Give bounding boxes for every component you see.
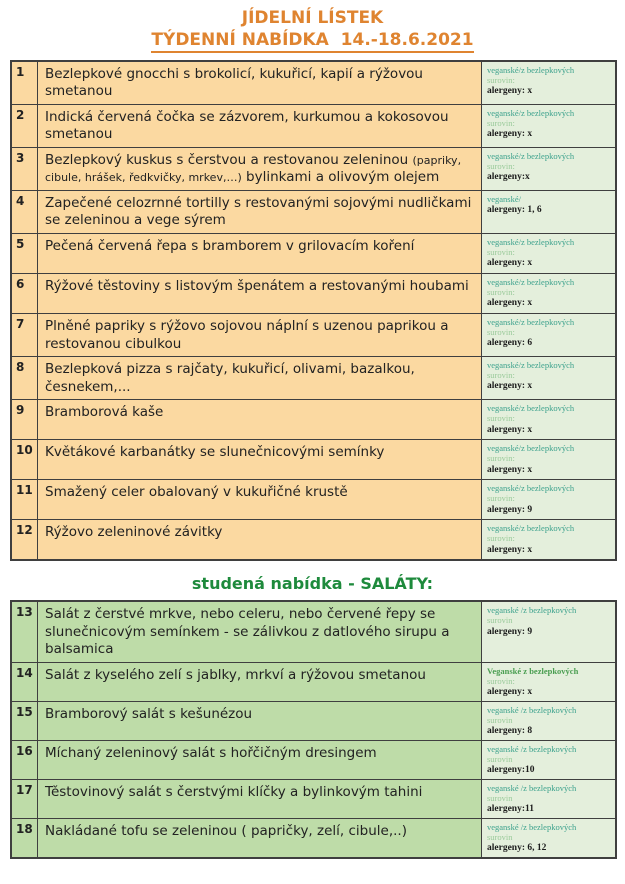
dish-text-segment: Nakládané tofu se zeleninou ( papričky, zelí, cibule,..) bbox=[45, 822, 407, 839]
allergens-label: alergeny: x bbox=[487, 86, 533, 97]
row-number: 7 bbox=[12, 314, 38, 356]
diet-allergen-tag-cell bbox=[481, 741, 615, 779]
allergens-label: alergeny: 8 bbox=[487, 726, 533, 737]
vegan-glutenfree-label: surovin: bbox=[487, 161, 515, 172]
row-number: 5 bbox=[12, 234, 38, 273]
vegan-glutenfree-label: veganské/z bezlepkových bbox=[487, 317, 575, 328]
hot-dishes-table bbox=[10, 60, 617, 562]
diet-allergen-tag-cell bbox=[481, 314, 615, 356]
vegan-glutenfree-label: surovin: bbox=[487, 493, 515, 504]
vegan-glutenfree-label: surovin: bbox=[487, 247, 515, 258]
vegan-glutenfree-label: surovin: bbox=[487, 453, 515, 464]
vegan-glutenfree-label: veganské/z bezlepkových bbox=[487, 107, 575, 118]
diet-allergen-tag-cell bbox=[481, 602, 615, 662]
row-number: 16 bbox=[12, 741, 38, 779]
diet-allergen-tag-cell bbox=[481, 819, 615, 857]
vegan-glutenfree-label: surovin bbox=[487, 715, 513, 726]
vegan-glutenfree-label: veganské/z bezlepkových bbox=[487, 403, 575, 414]
row-number: 13 bbox=[12, 602, 38, 662]
allergens-label: alergeny: x bbox=[487, 544, 533, 555]
page-title: JÍDELNÍ LÍSTEK bbox=[241, 8, 384, 28]
dish-text-segment: Plněné papriky s rýžovo sojovou náplní s uzenou paprikou a restovanou cibulkou bbox=[45, 318, 449, 352]
row-number: 3 bbox=[12, 148, 38, 190]
allergens-label: alergeny: 6, 12 bbox=[487, 843, 547, 854]
menu-row bbox=[12, 602, 615, 663]
dish-text bbox=[38, 440, 481, 479]
allergens-label: alergeny: x bbox=[487, 298, 533, 309]
row-number: 4 bbox=[12, 191, 38, 233]
vegan-glutenfree-label: surovin: bbox=[487, 287, 515, 298]
menu-row bbox=[12, 274, 615, 314]
dish-text bbox=[38, 480, 481, 519]
dish-text-segment: Smažený celer obalovaný v kukuřičné krustě bbox=[45, 484, 348, 501]
vegan-glutenfree-label: veganské/z bezlepkových bbox=[487, 360, 575, 371]
diet-allergen-tag-cell bbox=[481, 274, 615, 313]
dish-text bbox=[38, 741, 481, 779]
menu-row bbox=[12, 480, 615, 520]
diet-allergen-tag-cell bbox=[481, 148, 615, 190]
menu-row bbox=[12, 357, 615, 400]
dish-text-segment: Zapečené celozrnné tortilly s restovanými sojovými nudličkami se zeleninou a vege sýrem bbox=[45, 194, 472, 229]
menu-row bbox=[12, 62, 615, 105]
dish-text-segment: Indická červená čočka se zázvorem, kurkumou a kokosovou smetanou bbox=[45, 108, 449, 143]
vegan-glutenfree-label: veganské /z bezlepkových bbox=[487, 704, 577, 715]
dish-text bbox=[38, 780, 481, 818]
diet-allergen-tag-cell bbox=[481, 663, 615, 701]
vegan-glutenfree-label: veganské /z bezlepkových bbox=[487, 605, 577, 616]
dish-text bbox=[38, 274, 481, 313]
row-number: 6 bbox=[12, 274, 38, 313]
dish-text-segment: Bramborová kaše bbox=[45, 404, 164, 421]
vegan-glutenfree-label: surovin bbox=[487, 615, 513, 626]
vegan-glutenfree-label: veganské/z bezlepkových bbox=[487, 443, 575, 454]
diet-allergen-tag-cell bbox=[481, 780, 615, 818]
row-number: 10 bbox=[12, 440, 38, 479]
allergens-label: alergeny: x bbox=[487, 687, 533, 698]
allergens-label: alergeny: 6 bbox=[487, 338, 533, 349]
dish-text-segment: Bezlepková pizza s rajčaty, kukuřicí, olivami, bazalkou, česnekem,... bbox=[45, 361, 415, 395]
menu-row bbox=[12, 105, 615, 148]
diet-allergen-tag-cell bbox=[481, 440, 615, 479]
vegan-glutenfree-label: veganské/z bezlepkových bbox=[487, 277, 575, 288]
vegan-glutenfree-label: veganské/z bezlepkových bbox=[487, 237, 575, 248]
vegan-glutenfree-label: veganské/z bezlepkových bbox=[487, 150, 575, 161]
allergens-label: alergeny: 9 bbox=[487, 626, 533, 637]
dish-text bbox=[38, 520, 481, 559]
vegan-glutenfree-label: veganské /z bezlepkových bbox=[487, 782, 577, 793]
vegan-glutenfree-label: surovin: bbox=[487, 117, 515, 128]
diet-allergen-tag-cell bbox=[481, 400, 615, 439]
menu-row bbox=[12, 819, 615, 857]
dish-text-segment: Rýžové těstoviny s listovým špenátem a restovanými houbami bbox=[45, 278, 469, 295]
menu-row bbox=[12, 780, 615, 819]
menu-row bbox=[12, 191, 615, 234]
salads-section-title: studená nabídka - SALÁTY: bbox=[191, 574, 434, 594]
vegan-glutenfree-label: surovin: bbox=[487, 74, 515, 85]
dish-text bbox=[38, 602, 481, 662]
vegan-glutenfree-label: surovin: bbox=[487, 413, 515, 424]
dish-text bbox=[38, 357, 481, 399]
menu-row bbox=[12, 520, 615, 559]
dish-text-segment: Salát z kyselého zelí s jablky, mrkví a rýžovou smetanou bbox=[45, 666, 426, 683]
salads-table bbox=[10, 600, 617, 859]
vegan-glutenfree-label: veganské /z bezlepkových bbox=[487, 743, 577, 754]
menu-row bbox=[12, 663, 615, 702]
allergens-label: alergeny:x bbox=[487, 172, 530, 183]
menu-row bbox=[12, 314, 615, 357]
row-number: 9 bbox=[12, 400, 38, 439]
vegan-glutenfree-label: surovin: bbox=[487, 676, 515, 687]
dish-text-segment: bylinkami a olivovým olejem bbox=[241, 169, 440, 186]
dish-text-segment: Těstovinový salát s čerstvými klíčky a bylinkovým tahini bbox=[45, 783, 423, 800]
dish-text-segment: Míchaný zeleninový salát s hořčičným dresingem bbox=[45, 744, 377, 761]
dish-text bbox=[38, 314, 481, 356]
vegan-glutenfree-label: surovin bbox=[487, 832, 513, 843]
vegan-glutenfree-label: veganské/z bezlepkových bbox=[487, 523, 575, 534]
dish-text bbox=[38, 105, 481, 147]
dish-text-segment: Rýžovo zeleninové závitky bbox=[45, 524, 223, 541]
diet-allergen-tag-cell bbox=[481, 105, 615, 147]
page-subtitle: TÝDENNÍ NABÍDKA 14.-18.6.2021 bbox=[151, 30, 473, 52]
dish-text bbox=[38, 663, 481, 701]
menu-row bbox=[12, 440, 615, 480]
dish-text bbox=[38, 234, 481, 273]
row-number: 17 bbox=[12, 780, 38, 818]
row-number: 12 bbox=[12, 520, 38, 559]
diet-allergen-tag-cell bbox=[481, 480, 615, 519]
vegan-glutenfree-label: Veganské z bezlepkových bbox=[487, 665, 579, 676]
allergens-label: alergeny: x bbox=[487, 464, 533, 475]
dish-text-segment: Pečená červená řepa s bramborem v grilovacím koření bbox=[45, 238, 415, 255]
vegan-glutenfree-label: surovin bbox=[487, 793, 513, 804]
row-number: 18 bbox=[12, 819, 38, 857]
dish-text-segment: Bezlepkové gnocchi s brokolicí, kukuřicí, kapií a rýžovou smetanou bbox=[45, 65, 423, 100]
diet-allergen-tag-cell bbox=[481, 62, 615, 104]
row-number: 11 bbox=[12, 480, 38, 519]
row-number: 8 bbox=[12, 357, 38, 399]
diet-allergen-tag-cell bbox=[481, 357, 615, 399]
diet-allergen-tag-cell bbox=[481, 520, 615, 559]
menu-row bbox=[12, 400, 615, 440]
menu-row bbox=[12, 741, 615, 780]
row-number: 15 bbox=[12, 702, 38, 740]
allergens-label: alergeny: x bbox=[487, 258, 533, 269]
vegan-glutenfree-label: veganské /z bezlepkových bbox=[487, 821, 577, 832]
diet-allergen-tag-cell bbox=[481, 191, 615, 233]
dish-text-segment: Salát z čerstvé mrkve, nebo celeru, nebo červené řepy se slunečnicovým semínkem - se zálivkou z datlového sirupu a balsamica bbox=[45, 606, 450, 658]
dish-text-segment: Bezlepkový kuskus s čerstvou a restovanou zeleninou bbox=[45, 151, 413, 168]
allergens-label: alergeny: x bbox=[487, 381, 533, 392]
title-block bbox=[0, 8, 625, 53]
vegan-glutenfree-label: veganské/z bezlepkových bbox=[487, 483, 575, 494]
dish-text bbox=[38, 702, 481, 740]
row-number: 1 bbox=[12, 62, 38, 104]
menu-row bbox=[12, 148, 615, 191]
dish-text bbox=[38, 191, 481, 233]
dish-text bbox=[38, 148, 481, 190]
menu-row bbox=[12, 234, 615, 274]
vegan-glutenfree-label: surovin bbox=[487, 754, 513, 765]
row-number: 14 bbox=[12, 663, 38, 701]
vegan-glutenfree-label: veganské/ bbox=[487, 193, 521, 204]
dish-text bbox=[38, 400, 481, 439]
diet-allergen-tag-cell bbox=[481, 234, 615, 273]
menu-row bbox=[12, 702, 615, 741]
vegan-glutenfree-label: surovin: bbox=[487, 370, 515, 381]
allergens-label: alergeny: 1, 6 bbox=[487, 205, 542, 216]
allergens-label: alergeny:11 bbox=[487, 804, 534, 815]
dish-text-small-segment: (papriky, cibule, hrášek, ředkvičky, mrkev,…) bbox=[45, 153, 462, 185]
vegan-glutenfree-label: surovin: bbox=[487, 533, 515, 544]
allergens-label: alergeny: 9 bbox=[487, 504, 533, 515]
allergens-label: alergeny: x bbox=[487, 129, 533, 140]
vegan-glutenfree-label: veganské/z bezlepkových bbox=[487, 64, 575, 75]
row-number: 2 bbox=[12, 105, 38, 147]
diet-allergen-tag-cell bbox=[481, 702, 615, 740]
vegan-glutenfree-label: surovin: bbox=[487, 327, 515, 338]
allergens-label: alergeny:10 bbox=[487, 765, 535, 776]
dish-text bbox=[38, 819, 481, 857]
dish-text bbox=[38, 62, 481, 104]
allergens-label: alergeny: x bbox=[487, 424, 533, 435]
dish-text-segment: Květákové karbanátky se slunečnicovými semínky bbox=[45, 444, 385, 461]
dish-text-segment: Bramborový salát s kešunézou bbox=[45, 705, 253, 722]
